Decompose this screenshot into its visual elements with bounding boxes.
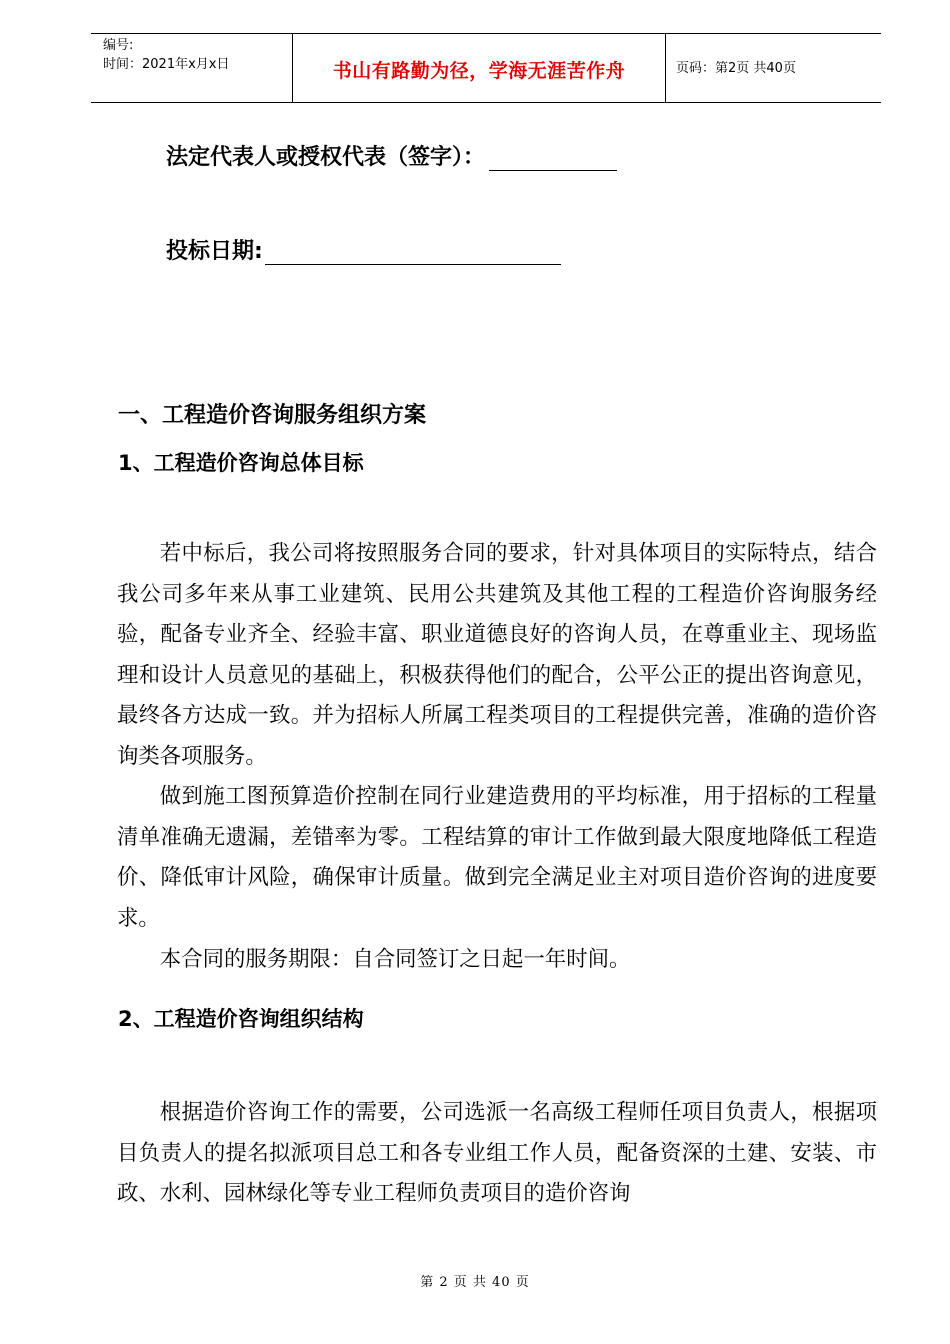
- bid-date-line: [166, 234, 561, 265]
- paragraph-structure: 根据造价咨询工作的需要，公司选派一名高级工程师任项目负责人，根据项目负责人的提名拟派项目总工和各专业组工作人员，配备资深的土建、安装、市政、水利、园林绿化等专业工程师负责项目的造价咨询: [117, 1100, 877, 1207]
- subsection-title-structure: 2、工程造价咨询组织结构: [118, 1007, 364, 1031]
- page-header: [91, 33, 881, 103]
- page-footer: 第 2 页 共 40 页: [420, 1275, 530, 1290]
- header-time-label: 时间：2021年x月x日: [103, 57, 230, 72]
- header-left-cell: [91, 34, 292, 102]
- paragraph-control: 做到施工图预算造价控制在同行业建造费用的平均标准，用于招标的工程量清单准确无遗漏，差错率为零。工程结算的审计工作做到最大限度地降低工程造价、降低审计风险，确保审计质量。做到完全满足业主对项目造价咨询的进度要求。: [117, 784, 877, 931]
- bid-date-label: 投标日期:: [166, 239, 263, 264]
- signature-line: [166, 140, 617, 171]
- signature-blank: [489, 146, 617, 171]
- bid-date-blank: [265, 240, 561, 265]
- signature-label: 法定代表人或授权代表（签字）：: [166, 145, 486, 170]
- section-title: 一、工程造价咨询服务组织方案: [118, 403, 427, 428]
- header-motto: 书山有路勤为径，学海无涯苦作舟: [332, 60, 626, 82]
- header-page-label: 页码：第2页 共40页: [676, 61, 796, 76]
- header-right-cell: [666, 34, 881, 102]
- subsection-title-goals: 1、工程造价咨询总体目标: [118, 451, 364, 475]
- header-center-cell: [292, 34, 666, 102]
- header-number-label: 编号:: [103, 38, 134, 53]
- paragraph-term: 本合同的服务期限：自合同签订之日起一年时间。: [159, 947, 631, 972]
- paragraph-goals: 若中标后，我公司将按照服务合同的要求，针对具体项目的实际特点，结合我公司多年来从事工业建筑、民用公共建筑及其他工程的工程造价咨询服务经验，配备专业齐全、经验丰富、职业道德良好的咨询人员，在尊重业主、现场监理和设计人员意见的基础上，积极获得他们的配合，公平公正的提出咨询意见，最终各方达成一致。并为招标人所属工程类项目的工程提供完善，准确的造价咨询类各项服务。: [117, 541, 877, 769]
